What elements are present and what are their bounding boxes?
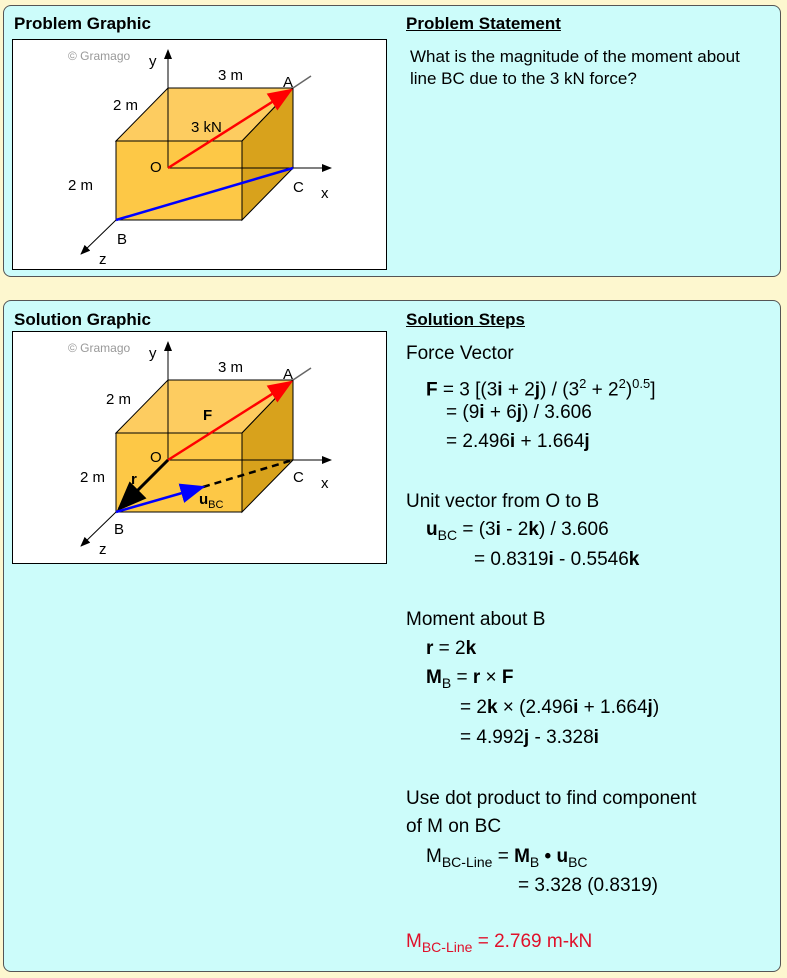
final-answer: $M_{BC-Line} = 2.769$ m-kN (406, 931, 593, 955)
dot-heading-1: Use dot product to find component (406, 788, 697, 809)
dot-heading-2: of M on BC (406, 816, 502, 837)
label-dim-height: 2 m (68, 177, 94, 194)
unit-line-2: = 0.8319i - 0.5546k (474, 549, 640, 570)
label-dim-height: 2 m (80, 469, 106, 486)
label-y: y (149, 345, 157, 362)
problem-figure (12, 39, 387, 270)
label-z: z (99, 541, 107, 558)
mbc-line-2: = 3.328 (0.8319) (518, 875, 658, 896)
force-line-2: = (9i + 6j) / 3.606 (446, 402, 592, 423)
z-axis (81, 220, 116, 254)
mb-line-2: = 2k × (2.496i + 1.664j) (460, 697, 660, 718)
solution-diagram (13, 332, 386, 563)
label-o: O (150, 449, 162, 466)
solution-steps-title: Solution Steps (406, 310, 525, 329)
force-line-1: F = 3 $[(3i + 2j) / (3^2 + 2^2)^{0.5}]$ (426, 376, 656, 401)
watermark: © Gramago (68, 341, 131, 355)
force-line-3: = 2.496i + 1.664j (446, 431, 590, 452)
label-dim-top: 3 m (218, 67, 244, 84)
label-y: y (149, 53, 157, 70)
label-z: z (99, 251, 107, 268)
problem-diagram (13, 40, 386, 269)
solution-figure (12, 331, 387, 564)
label-c: C (293, 469, 304, 486)
label-x: x (321, 185, 329, 202)
label-a: A (283, 366, 294, 383)
mb-line-1: $M_B = r \times F$ (426, 667, 514, 691)
problem-panel (3, 5, 781, 277)
problem-statement-text: What is the magnitude of the moment about line BC due to the 3 kN force? (410, 47, 740, 88)
mbc-line-1: $M_{BC-Line} = M_B$ • $u_{BC}$ (426, 846, 588, 870)
problem-graphic-title: Problem Graphic (14, 14, 151, 33)
force-heading: Force Vector (406, 343, 514, 364)
label-dim-depth: 2 m (106, 391, 132, 408)
oa-extension (293, 368, 311, 380)
label-o: O (150, 159, 162, 176)
label-a: A (283, 74, 294, 91)
label-b: B (114, 521, 125, 538)
r-line: r = 2k (426, 638, 477, 659)
label-b: B (117, 231, 128, 248)
mb-line-3: = 4.992j - 3.328i (460, 727, 599, 748)
solution-graphic-title: Solution Graphic (14, 310, 151, 329)
label-c: C (293, 179, 304, 196)
label-x: x (321, 475, 329, 492)
label-force: 3 kN (191, 119, 222, 136)
watermark: © Gramago (68, 49, 131, 63)
label-r: r (131, 471, 137, 488)
unit-heading: Unit vector from O to B (406, 491, 600, 512)
problem-statement-title: Problem Statement (406, 14, 561, 33)
label-dim-top: 3 m (218, 359, 244, 376)
box-front-face (116, 141, 242, 220)
label-ubc: $u_{BC}$ (199, 491, 224, 511)
moment-heading: Moment about B (406, 609, 546, 630)
oa-extension (293, 76, 311, 88)
label-dim-depth: 2 m (113, 97, 139, 114)
solution-panel (3, 300, 781, 972)
label-force: F (203, 407, 213, 424)
unit-line-1: $u_{BC} = (3i - 2k) / 3.606$ (426, 519, 609, 543)
